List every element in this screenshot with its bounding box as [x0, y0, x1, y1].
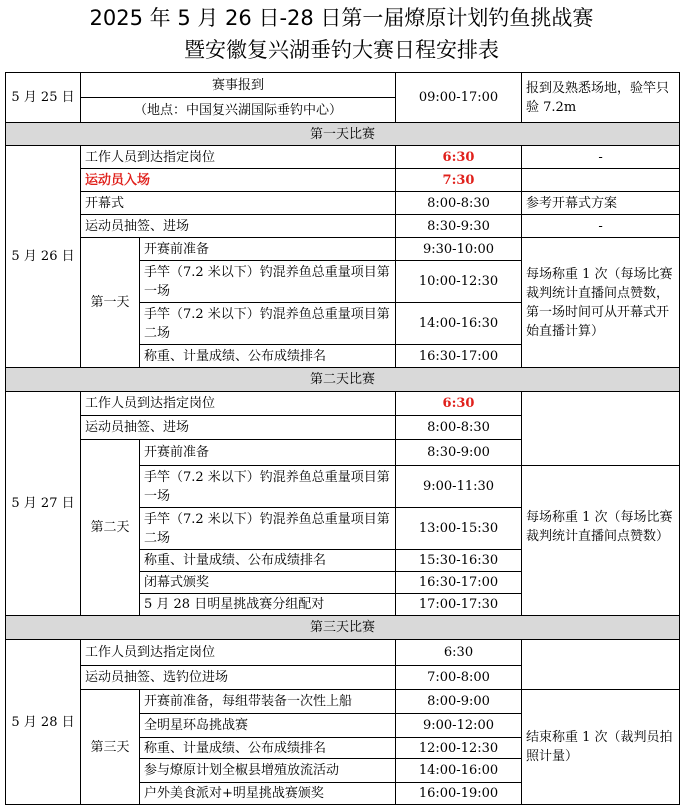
time-cell: 9:30-10:00	[396, 238, 522, 261]
event-cell: 户外美食派对+明星挑战赛颁奖	[140, 783, 396, 805]
note-cell: 参考开幕式方案	[522, 192, 680, 215]
time-cell: 9:00-12:00	[396, 714, 522, 738]
event-cell: 手竿（7.2 米以下）钓混养鱼总重量项目第一场	[140, 466, 396, 508]
date-cell: 5 月 27 日	[6, 392, 81, 616]
time-cell: 8:00-9:00	[396, 690, 522, 714]
time-cell: 16:30-17:00	[396, 345, 522, 368]
event-cell: 运动员入场	[81, 169, 396, 192]
time-cell: 6:30	[396, 392, 522, 416]
time-cell: 8:00-8:30	[396, 192, 522, 215]
time-cell: 09:00-17:00	[396, 73, 522, 123]
time-cell: 12:00-12:30	[396, 738, 522, 759]
date-cell: 5 月 25 日	[6, 73, 81, 123]
note-cell: 报到及熟悉场地，验竿只验 7.2m	[522, 73, 680, 123]
time-cell: 8:30-9:30	[396, 215, 522, 238]
schedule-table	[5, 72, 680, 805]
event-cell: 开赛前准备，每组带装备一次性上船	[140, 690, 396, 714]
note-cell: 结束称重 1 次（裁判员拍照计量）	[522, 690, 680, 805]
section-heading: 第二天比赛	[6, 368, 680, 392]
table-row	[6, 73, 680, 98]
event-cell: 工作人员到达指定岗位	[81, 146, 396, 169]
event-cell: 开赛前准备	[140, 440, 396, 466]
sub-day-cell: 第二天	[81, 440, 140, 616]
event-cell: 闭幕式颁奖	[140, 572, 396, 594]
time-cell: 6:30	[396, 146, 522, 169]
event-cell: 开赛前准备	[140, 238, 396, 261]
event-cell: 赛事报到	[81, 73, 396, 98]
event-cell: 称重、计量成绩、公布成绩排名	[140, 345, 396, 368]
event-cell: 参与燎原计划全椒县增殖放流活动	[140, 759, 396, 783]
event-cell: 手竿（7.2 米以下）钓混养鱼总重量项目第二场	[140, 303, 396, 345]
table-row	[6, 215, 680, 238]
event-cell: 手竿（7.2 米以下）钓混养鱼总重量项目第二场	[140, 508, 396, 550]
time-cell: 15:30-16:30	[396, 550, 522, 572]
event-cell: 运动员抽签、进场	[81, 416, 396, 440]
event-cell: 5 月 28 日明星挑战赛分组配对	[140, 594, 396, 616]
time-cell: 8:30-9:00	[396, 440, 522, 466]
time-cell: 8:00-8:30	[396, 416, 522, 440]
event-cell: 运动员抽签、进场	[81, 215, 396, 238]
note-cell: 每场称重 1 次（每场比赛裁判统计直播间点赞数）	[522, 466, 680, 616]
note-cell	[522, 640, 680, 690]
time-cell: 7:00-8:00	[396, 666, 522, 690]
time-cell: 17:00-17:30	[396, 594, 522, 616]
document-title-line1: 2025 年 5 月 26 日-28 日第一届燎原计划钓鱼挑战赛	[89, 6, 594, 30]
time-cell: 13:00-15:30	[396, 508, 522, 550]
table-row	[6, 238, 680, 261]
table-row	[6, 169, 680, 192]
note-cell: -	[522, 215, 680, 238]
section-heading: 第三天比赛	[6, 616, 680, 640]
event-cell: 开幕式	[81, 192, 396, 215]
table-row	[6, 392, 680, 416]
section-row	[6, 123, 680, 146]
event-cell: 全明星环岛挑战赛	[140, 714, 396, 738]
date-cell: 5 月 28 日	[6, 640, 81, 805]
time-cell: 14:00-16:00	[396, 759, 522, 783]
event-cell: 运动员抽签、选钓位进场	[81, 666, 396, 690]
sub-day-cell: 第一天	[81, 238, 140, 368]
event-cell: 手竿（7.2 米以下）钓混养鱼总重量项目第一场	[140, 261, 396, 303]
event-cell: 称重、计量成绩、公布成绩排名	[140, 550, 396, 572]
note-cell	[522, 392, 680, 466]
note-cell	[522, 169, 680, 192]
section-row	[6, 368, 680, 392]
time-cell: 9:00-11:30	[396, 466, 522, 508]
time-cell: 14:00-16:30	[396, 303, 522, 345]
time-cell: 6:30	[396, 640, 522, 666]
time-cell: 16:00-19:00	[396, 783, 522, 805]
table-row	[6, 640, 680, 666]
table-row	[6, 690, 680, 714]
note-cell: 每场称重 1 次（每场比赛裁判统计直播间点赞数，第一场时间可从开幕式开始直播计算）	[522, 238, 680, 368]
time-cell: 10:00-12:30	[396, 261, 522, 303]
note-cell: -	[522, 146, 680, 169]
sub-day-cell: 第三天	[81, 690, 140, 805]
event-cell: 称重、计量成绩、公布成绩排名	[140, 738, 396, 759]
event-cell: 工作人员到达指定岗位	[81, 640, 396, 666]
document-title-line2: 暨安徽复兴湖垂钓大赛日程安排表	[184, 38, 499, 62]
table-row	[6, 146, 680, 169]
event-cell: 工作人员到达指定岗位	[81, 392, 396, 416]
table-row	[6, 192, 680, 215]
section-row	[6, 616, 680, 640]
time-cell: 7:30	[396, 169, 522, 192]
section-heading: 第一天比赛	[6, 123, 680, 146]
date-cell: 5 月 26 日	[6, 146, 81, 368]
time-cell: 16:30-17:00	[396, 572, 522, 594]
event-cell: （地点：中国复兴湖国际垂钓中心）	[81, 98, 396, 123]
